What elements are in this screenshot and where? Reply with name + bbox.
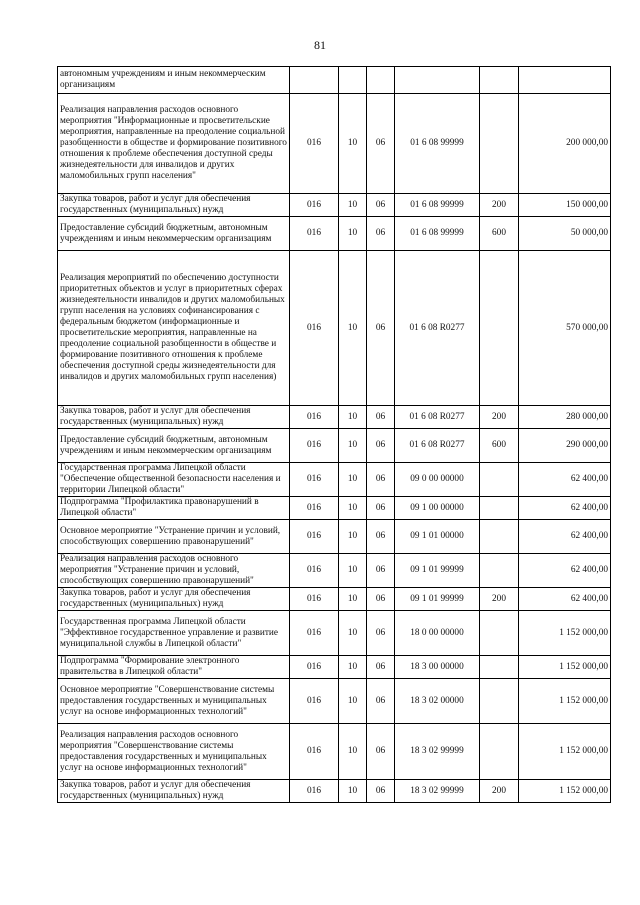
row-name-cell: Подпрограмма "Формирование электронного правительства в Липецкой области" — [58, 656, 290, 679]
row-expense-type-cell — [480, 67, 519, 94]
row-expense-type-cell: 200 — [480, 588, 519, 611]
row-subsection-cell: 06 — [367, 406, 395, 429]
row-section-cell: 10 — [339, 520, 367, 554]
row-section-cell — [339, 67, 367, 94]
row-subsection-cell: 06 — [367, 217, 395, 251]
row-target-article-cell: 01 6 08 99999 — [395, 217, 480, 251]
row-amount-cell: 1 152 000,00 — [519, 656, 611, 679]
row-section-cell: 10 — [339, 94, 367, 194]
row-grbs-cell: 016 — [290, 497, 339, 520]
table-row — [58, 554, 611, 588]
row-amount-cell: 62 400,00 — [519, 588, 611, 611]
row-amount-cell: 62 400,00 — [519, 520, 611, 554]
row-subsection-cell: 06 — [367, 724, 395, 780]
row-amount-cell: 290 000,00 — [519, 429, 611, 463]
row-amount-cell: 150 000,00 — [519, 194, 611, 217]
row-target-article-cell: 09 1 00 00000 — [395, 497, 480, 520]
row-section-cell: 10 — [339, 780, 367, 803]
row-grbs-cell: 016 — [290, 406, 339, 429]
row-section-cell: 10 — [339, 724, 367, 780]
row-name-cell: Основное мероприятие "Устранение причин и условий, способствующих совершению правонарушений" — [58, 520, 290, 554]
row-section-cell: 10 — [339, 554, 367, 588]
row-subsection-cell: 06 — [367, 497, 395, 520]
row-subsection-cell: 06 — [367, 194, 395, 217]
row-target-article-cell: 18 3 00 00000 — [395, 656, 480, 679]
row-grbs-cell: 016 — [290, 588, 339, 611]
budget-table-body — [58, 67, 611, 803]
table-row — [58, 94, 611, 194]
row-subsection-cell: 06 — [367, 463, 395, 497]
table-row — [58, 217, 611, 251]
row-expense-type-cell: 600 — [480, 217, 519, 251]
table-row — [58, 520, 611, 554]
row-grbs-cell: 016 — [290, 724, 339, 780]
row-expense-type-cell: 600 — [480, 429, 519, 463]
row-subsection-cell: 06 — [367, 611, 395, 656]
table-row — [58, 463, 611, 497]
row-name-cell: Закупка товаров, работ и услуг для обеспечения государственных (муниципальных) нужд — [58, 780, 290, 803]
row-target-article-cell: 18 3 02 99999 — [395, 724, 480, 780]
row-target-article-cell: 18 3 02 99999 — [395, 780, 480, 803]
row-expense-type-cell: 200 — [480, 780, 519, 803]
row-grbs-cell: 016 — [290, 554, 339, 588]
row-grbs-cell: 016 — [290, 251, 339, 406]
table-row — [58, 497, 611, 520]
row-grbs-cell: 016 — [290, 780, 339, 803]
row-name-cell: Закупка товаров, работ и услуг для обеспечения государственных (муниципальных) нужд — [58, 406, 290, 429]
row-amount-cell: 62 400,00 — [519, 463, 611, 497]
row-amount-cell: 62 400,00 — [519, 554, 611, 588]
row-name-cell: Реализация направления расходов основного мероприятия "Устранение причин и условий, способствующих совершению правонарушений" — [58, 554, 290, 588]
row-name-cell: Реализация направления расходов основного мероприятия "Совершенствование системы предоставления государственных и муниципальных услуг на основе информационных технологий" — [58, 724, 290, 780]
row-grbs-cell: 016 — [290, 463, 339, 497]
row-name-cell: Реализация мероприятий по обеспечению доступности приоритетных объектов и услуг в приоритетных сферах жизнедеятельности инвалидов и других маломобильных групп населения на условиях софинансирования с федеральным бюджетом (информационные и просветительские мероприятия, направленные на преодоление социальной разобщенности в обществе и формирование позитивного отношения к проблеме обеспечения доступной среды жизнедеятельности для инвалидов и других маломобильных групп населения) — [58, 251, 290, 406]
row-section-cell: 10 — [339, 656, 367, 679]
row-amount-cell: 50 000,00 — [519, 217, 611, 251]
budget-table — [57, 66, 611, 803]
row-expense-type-cell: 200 — [480, 194, 519, 217]
row-target-article-cell: 01 6 08 R0277 — [395, 429, 480, 463]
row-section-cell: 10 — [339, 429, 367, 463]
table-row — [58, 251, 611, 406]
row-target-article-cell — [395, 67, 480, 94]
row-grbs-cell: 016 — [290, 217, 339, 251]
row-expense-type-cell — [480, 656, 519, 679]
row-expense-type-cell — [480, 463, 519, 497]
row-target-article-cell: 09 1 01 00000 — [395, 520, 480, 554]
table-row — [58, 406, 611, 429]
row-subsection-cell: 06 — [367, 520, 395, 554]
row-amount-cell: 570 000,00 — [519, 251, 611, 406]
row-subsection-cell: 06 — [367, 94, 395, 194]
row-name-cell: Закупка товаров, работ и услуг для обеспечения государственных (муниципальных) нужд — [58, 588, 290, 611]
row-target-article-cell: 01 6 08 99999 — [395, 194, 480, 217]
row-name-cell: Предоставление субсидий бюджетным, автономным учреждениям и иным некоммерческим организациям — [58, 429, 290, 463]
row-section-cell: 10 — [339, 611, 367, 656]
row-name-cell: Реализация направления расходов основного мероприятия "Информационные и просветительские мероприятия, направленные на преодоление социальной разобщенности в обществе и формирование позитивного отношения к проблеме обеспечения доступной среды жизнедеятельности для инвалидов и других маломобильных групп населения" — [58, 94, 290, 194]
row-section-cell: 10 — [339, 251, 367, 406]
row-name-cell: Подпрограмма "Профилактика правонарушений в Липецкой области" — [58, 497, 290, 520]
row-subsection-cell: 06 — [367, 656, 395, 679]
table-row — [58, 679, 611, 724]
row-expense-type-cell — [480, 679, 519, 724]
row-subsection-cell: 06 — [367, 554, 395, 588]
row-name-cell: Государственная программа Липецкой области "Эффективное государственное управление и развитие муниципальной службы в Липецкой области" — [58, 611, 290, 656]
row-expense-type-cell — [480, 251, 519, 406]
row-grbs-cell: 016 — [290, 656, 339, 679]
row-target-article-cell: 01 6 08 R0277 — [395, 406, 480, 429]
row-name-cell: Государственная программа Липецкой области "Обеспечение общественной безопасности населения и территории Липецкой области" — [58, 463, 290, 497]
row-name-cell: автономным учреждениям и иным некоммерческим организациям — [58, 67, 290, 94]
row-target-article-cell: 18 0 00 00000 — [395, 611, 480, 656]
table-row — [58, 656, 611, 679]
row-subsection-cell: 06 — [367, 588, 395, 611]
table-row — [58, 780, 611, 803]
table-row — [58, 194, 611, 217]
row-amount-cell: 1 152 000,00 — [519, 679, 611, 724]
row-amount-cell: 62 400,00 — [519, 497, 611, 520]
row-target-article-cell: 18 3 02 00000 — [395, 679, 480, 724]
row-grbs-cell: 016 — [290, 429, 339, 463]
row-target-article-cell: 09 1 01 99999 — [395, 588, 480, 611]
row-expense-type-cell — [480, 611, 519, 656]
row-subsection-cell: 06 — [367, 679, 395, 724]
row-name-cell: Предоставление субсидий бюджетным, автономным учреждениям и иным некоммерческим организациям — [58, 217, 290, 251]
row-subsection-cell — [367, 67, 395, 94]
row-section-cell: 10 — [339, 463, 367, 497]
row-subsection-cell: 06 — [367, 780, 395, 803]
page-number: 81 — [314, 38, 326, 52]
row-section-cell: 10 — [339, 194, 367, 217]
row-subsection-cell: 06 — [367, 251, 395, 406]
row-amount-cell: 1 152 000,00 — [519, 780, 611, 803]
row-expense-type-cell — [480, 724, 519, 780]
row-grbs-cell: 016 — [290, 679, 339, 724]
row-amount-cell: 1 152 000,00 — [519, 611, 611, 656]
row-expense-type-cell: 200 — [480, 406, 519, 429]
row-amount-cell: 1 152 000,00 — [519, 724, 611, 780]
row-grbs-cell — [290, 67, 339, 94]
row-section-cell: 10 — [339, 497, 367, 520]
row-expense-type-cell — [480, 520, 519, 554]
table-row — [58, 67, 611, 94]
row-amount-cell: 200 000,00 — [519, 94, 611, 194]
row-expense-type-cell — [480, 554, 519, 588]
table-row — [58, 611, 611, 656]
row-grbs-cell: 016 — [290, 520, 339, 554]
row-name-cell: Закупка товаров, работ и услуг для обеспечения государственных (муниципальных) нужд — [58, 194, 290, 217]
row-expense-type-cell — [480, 94, 519, 194]
table-row — [58, 588, 611, 611]
row-target-article-cell: 01 6 08 99999 — [395, 94, 480, 194]
row-section-cell: 10 — [339, 406, 367, 429]
table-row — [58, 429, 611, 463]
row-expense-type-cell — [480, 497, 519, 520]
row-target-article-cell: 09 1 01 99999 — [395, 554, 480, 588]
table-row — [58, 724, 611, 780]
row-amount-cell — [519, 67, 611, 94]
row-target-article-cell: 01 6 08 R0277 — [395, 251, 480, 406]
row-grbs-cell: 016 — [290, 94, 339, 194]
row-grbs-cell: 016 — [290, 194, 339, 217]
row-name-cell: Основное мероприятие "Совершенствование системы предоставления государственных и муниципальных услуг на основе информационных технологий" — [58, 679, 290, 724]
row-grbs-cell: 016 — [290, 611, 339, 656]
row-amount-cell: 280 000,00 — [519, 406, 611, 429]
row-section-cell: 10 — [339, 588, 367, 611]
row-section-cell: 10 — [339, 217, 367, 251]
row-section-cell: 10 — [339, 679, 367, 724]
row-subsection-cell: 06 — [367, 429, 395, 463]
row-target-article-cell: 09 0 00 00000 — [395, 463, 480, 497]
